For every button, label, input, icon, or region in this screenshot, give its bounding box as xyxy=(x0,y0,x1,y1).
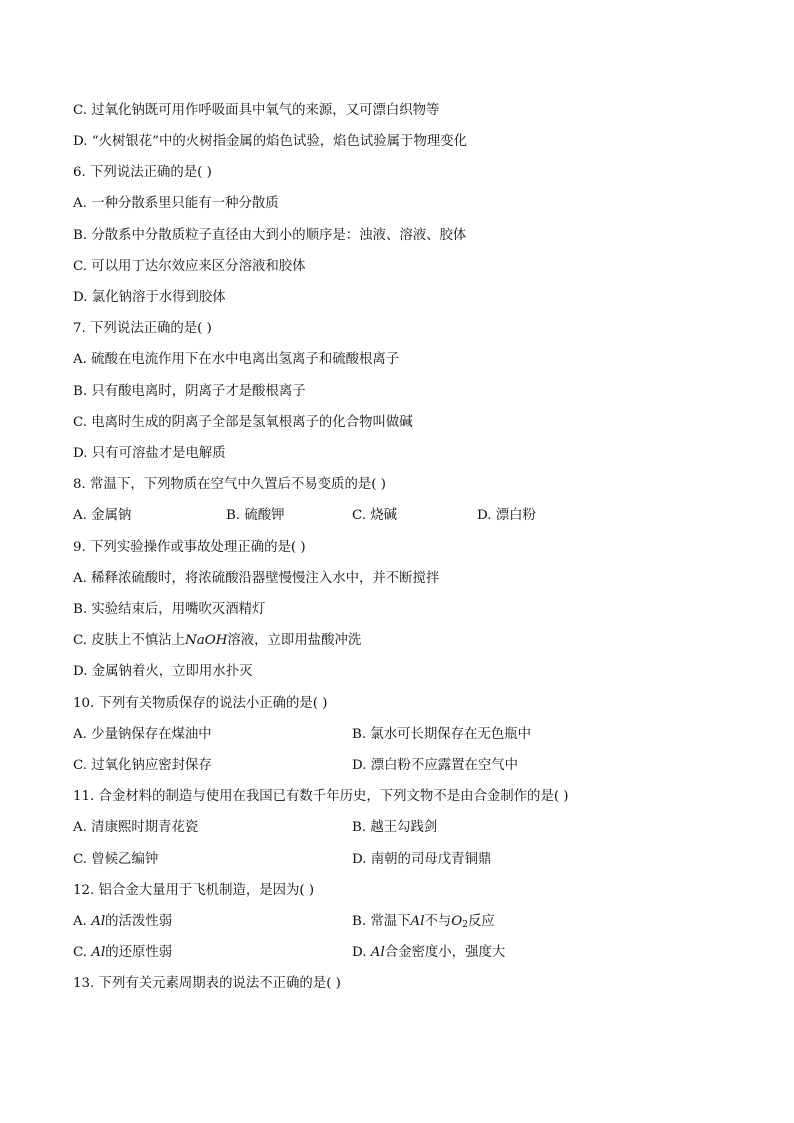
q12-option-d-formula: Al xyxy=(370,945,385,960)
q12-option-a-text: 的活泼性弱 xyxy=(105,914,173,929)
q12-options-row-2 xyxy=(73,943,733,963)
q12-option-d-letter: D. xyxy=(352,945,371,960)
q5-option-d: D. “火树银花”中的火树指金属的焰色试验，焰色试验属于物理变化 xyxy=(73,134,468,149)
q5-option-c: C. 过氧化钠既可用作呼吸面具中氧气的来源，又可漂白织物等 xyxy=(73,103,440,118)
q7-option-a: A. 硫酸在电流作用下在水中电离出氢离子和硫酸根离子 xyxy=(73,352,400,367)
q12-option-b-subscript: 2 xyxy=(462,920,468,930)
q10-option-d: D. 漂白粉不应露置在空气中 xyxy=(352,758,519,773)
q10-option-c: C. 过氧化钠应密封保存 xyxy=(73,758,212,773)
q11-option-b: B. 越王勾践剑 xyxy=(352,820,438,835)
q12-option-c-letter: C. xyxy=(73,945,92,960)
q10-stem: 10. 下列有关物质保存的说法小正确的是( ) xyxy=(73,696,328,711)
q8-stem: 8. 常温下，下列物质在空气中久置后不易变质的是( ) xyxy=(73,477,386,492)
q12-stem: 12. 铝合金大量用于飞机制造，是因为( ) xyxy=(73,883,315,898)
q9-option-d: D. 金属钠着火，立即用水扑灭 xyxy=(73,664,253,679)
q12-option-b xyxy=(352,912,495,932)
q9-option-a: A. 稀释浓硫酸时，将浓硫酸沿器壁慢慢注入水中，并不断搅拌 xyxy=(73,571,440,586)
q12-option-b-text-1: B. 常温下 xyxy=(352,914,411,929)
q8-options-row xyxy=(73,506,733,526)
q12-option-c xyxy=(73,943,172,963)
q12-option-b-formula-o: O xyxy=(451,914,463,929)
q9-option-c-text-2: 溶液，立即用盐酸冲洗 xyxy=(227,633,362,648)
q12-option-c-text: 的还原性弱 xyxy=(105,945,173,960)
q7-option-d: D. 只有可溶盐才是电解质 xyxy=(73,446,226,461)
q9-option-c xyxy=(73,631,361,651)
q12-option-c-formula: Al xyxy=(91,945,106,960)
q10-options-row-1 xyxy=(73,725,733,745)
q11-options-row-1 xyxy=(73,818,733,838)
q8-option-d: D. 漂白粉 xyxy=(477,508,536,523)
q6-stem: 6. 下列说法正确的是( ) xyxy=(73,165,212,180)
q12-option-b-text-3: 反应 xyxy=(467,914,495,929)
q11-option-c: C. 曾候乙编钟 xyxy=(73,852,159,867)
q8-option-b: B. 硫酸钾 xyxy=(226,508,285,523)
q6-option-a: A. 一种分散系里只能有一种分散质 xyxy=(73,196,279,211)
q11-option-a: A. 清康熙时期青花瓷 xyxy=(73,820,199,835)
q12-option-d-text: 合金密度小，强度大 xyxy=(384,945,506,960)
q6-option-d: D. 氯化钠溶于水得到胶体 xyxy=(73,290,226,305)
q10-option-a: A. 少量钠保存在煤油中 xyxy=(73,727,212,742)
q12-option-d xyxy=(352,943,505,963)
q9-stem: 9. 下列实验操作或事故处理正确的是( ) xyxy=(73,540,306,555)
q12-option-b-formula-al: Al xyxy=(410,914,425,929)
q8-option-a: A. 金属钠 xyxy=(73,508,132,523)
q11-stem: 11. 合金材料的制造与使用在我国已有数千年历史，下列文物不是由合金制作的是( ) xyxy=(73,789,569,804)
q11-options-row-2 xyxy=(73,850,733,870)
q7-option-c: C. 电离时生成的阴离子全部是氢氧根离子的化合物叫做碱 xyxy=(73,415,413,430)
q8-option-c: C. 烧碱 xyxy=(352,508,398,523)
q12-option-a-formula: Al xyxy=(91,914,106,929)
q13-stem: 13. 下列有关元素周期表的说法不正确的是( ) xyxy=(73,976,341,991)
q7-stem: 7. 下列说法正确的是( ) xyxy=(73,321,212,336)
q12-option-a-letter: A. xyxy=(73,914,92,929)
q12-option-b-text-2: 不与 xyxy=(424,914,452,929)
q12-options-row-1 xyxy=(73,912,733,932)
q6-option-c: C. 可以用丁达尔效应来区分溶液和胶体 xyxy=(73,259,306,274)
q11-option-d: D. 南朝的司母戊青铜鼎 xyxy=(352,852,492,867)
q7-option-b: B. 只有酸电离时，阴离子才是酸根离子 xyxy=(73,384,306,399)
q12-option-a xyxy=(73,912,172,932)
q9-option-c-formula: NaOH xyxy=(185,633,228,648)
q9-option-b: B. 实验结束后，用嘴吹灭酒精灯 xyxy=(73,602,266,617)
q10-option-b: B. 氯水可长期保存在无色瓶中 xyxy=(352,727,532,742)
q9-option-c-text-1: C. 皮肤上不慎沾上 xyxy=(73,633,186,648)
q6-option-b: B. 分散系中分散质粒子直径由大到小的顺序是：浊液、溶液、胶体 xyxy=(73,228,467,243)
q10-options-row-2 xyxy=(73,756,733,776)
